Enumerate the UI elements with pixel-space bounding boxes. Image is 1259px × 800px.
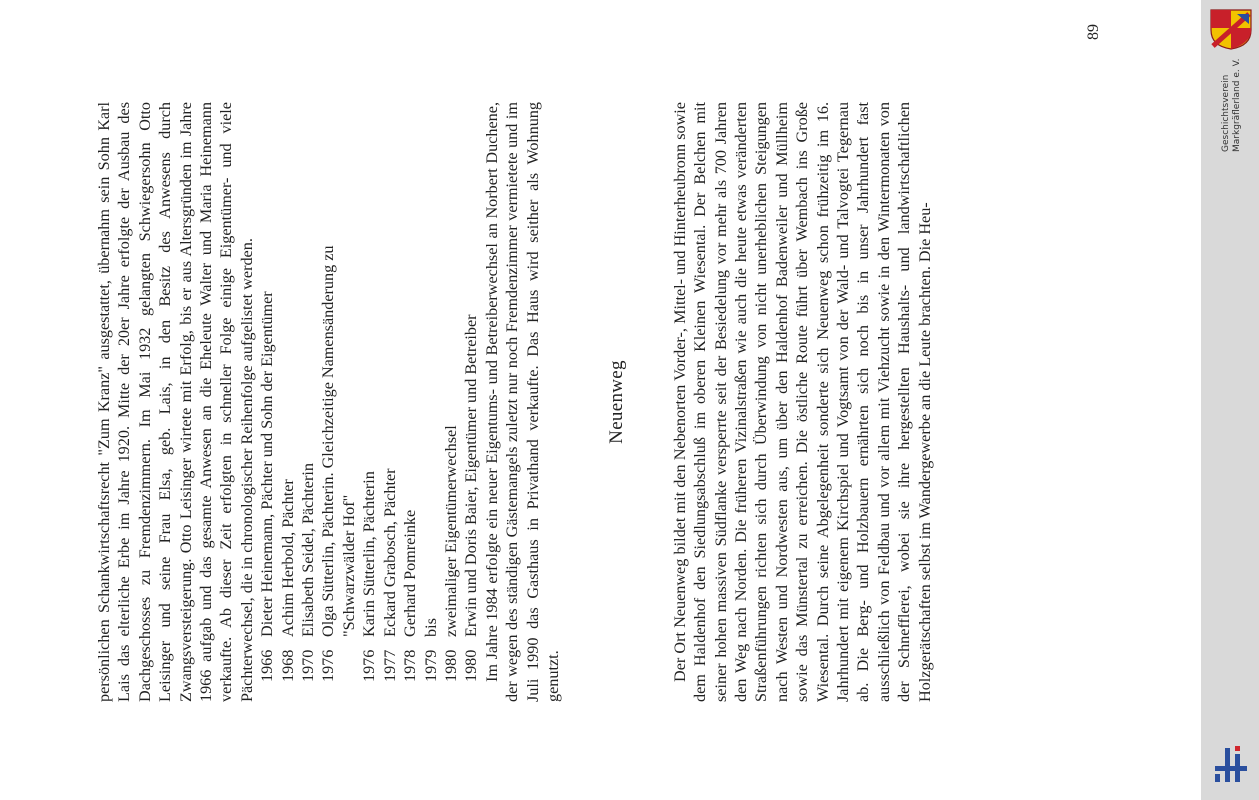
entry-year: 1966 [258,649,277,682]
entry-text: Karin Sütterlin, Pächterin [360,471,379,637]
entry-text: Achim Herbold, Pächter [278,479,297,637]
chronology-entry [339,102,359,702]
entry-year: 1977 [380,649,399,682]
entry-year: 1980 [462,649,481,682]
paragraph-1984: Im Jahre 1984 erfolgte ein neuer Eigentums- und Betreiberwechsel an Norbert Duchene, der wegen des ständigen Gästemangels zuletzt nur noch Fremdenzimmer vermietete und im Juli 1990 das Gasthaus in Privathand verkaufte. Das Haus wird seither als Wohnung genutzt. [482,102,562,702]
chronology-entry [461,102,481,702]
neuenweg-paragraph: Der Ort Neuenweg bildet mit den Nebenorten Vorder-, Mittel- und Hinterheubronn sowie dem Haldenhof den Siedlungsabschluß im oberen Kleinen Wiesental. Der Belchen mit seiner hohen massiven Südflanke versperrte seit der Besiedelung vor mehr als 700 Jahren den Weg nach Norden. Die früheren Vizinalstraßen wie auch die heute etwas veränderten Straßenführungen richten sich durch Überwindung von nicht unerheblichen Steigungen nach Westen und Nordwesten aus, um über den Haldenhof Badenweiler und Müllheim sowie das Münstertal zu erreichen. Die östliche Route führt über Wembach ins Große Wiesental. Durch seine Abgelegenheit sonderte sich Neuenweg schon frühzeitig im 16. Jahrhundert mit eigenem Kirchspiel und Vogtsamt von der Wald- und Talvogtei Tegernau ab. Die Berg- und Holzbauern ernährten sich noch bis in unser Jahrhundert fast ausschließlich von Feldbau und vor allem mit Viehzucht sowie in den Wintermonaten von der Schnefflerei, wobei sie ihre hergestellten Haushalts- und landwirtschaftlichen Holzgerätschaften selbst im Wandergewerbe an die Leute brachten. Die Heu- [670,102,934,702]
chronology-entry [278,102,298,702]
entry-year: 1980 [441,649,460,682]
entry-text: Erwin und Doris Baier, Eigentümer und Betreiber [462,314,481,637]
entry-year: 1976 [360,649,379,682]
entry-year: 1968 [278,649,297,682]
entry-year [339,637,359,702]
chronology-entry [257,102,277,702]
entry-text: zweimaliger Eigentümerwechsel [441,425,460,637]
chronology-entry [380,102,400,702]
society-shield-icon [1209,8,1253,50]
chronology-entry [441,102,461,702]
entry-year: 1970 [299,649,318,682]
entry-text: Dieter Heinemann, Pächter und Sohn der Eigentümer [258,291,277,637]
page-content [94,102,935,702]
entry-year: 1978 [401,649,420,682]
sidebar [1201,0,1259,800]
chronology-list [257,102,481,702]
section-heading: Neuenweg [606,360,628,444]
entry-text: bis [421,618,440,637]
entry-text: Eckard Grabosch, Pächter [380,468,399,637]
chronology-entry [318,102,338,702]
page-number: 89 [1085,24,1102,40]
chronology-entry [359,102,379,702]
entry-text: Elisabeth Seidel, Pächterin [299,463,318,637]
university-logo-icon [1213,744,1249,786]
society-name-line2: Markgräflerland e. V. [1232,58,1242,152]
society-name-line1: Geschichtsverein [1221,74,1231,152]
intro-paragraph: persönlichen Schankwirtschaftsrecht "Zum Kranz" ausgestattet, übernahm sein Sohn Karl Lais das elterliche Erbe im Jahre 1920. Mitte der 20er Jahre erfolgte der Ausbau des Dachgeschosses zu Fremdenzimmern. Im Mai 1932 gelangten Schwiegersohn Otto Leisinger und seine Frau Elsa, geb. Lais, in den Besitz des Anwesens durch Zwangsversteigerung. Otto Leisinger wirtete mit Erfolg, bis er aus Altersgründen im Jahre 1966 aufgab und das gesamte Anwesen an die Eheleute Walter und Maria Heinemann verkaufte. Ab dieser Zeit erfolgten in schneller Folge einige Eigentümer- und viele Pächterwechsel, die in chronologischer Reihenfolge aufgelistet werden. [95,102,256,702]
entry-text: "Schwarzwälder Hof" [339,494,358,637]
entry-text: Gerhard Pomreinke [401,509,420,637]
entry-year: 1976 [319,649,338,682]
entry-year: 1979 [421,649,440,682]
entry-text: Olga Sütterlin, Pächterin. Gleichzeitige Namensänderung zu [319,245,338,637]
chronology-entry [298,102,318,702]
chronology-entry [400,102,420,702]
chronology-entry [421,102,441,702]
